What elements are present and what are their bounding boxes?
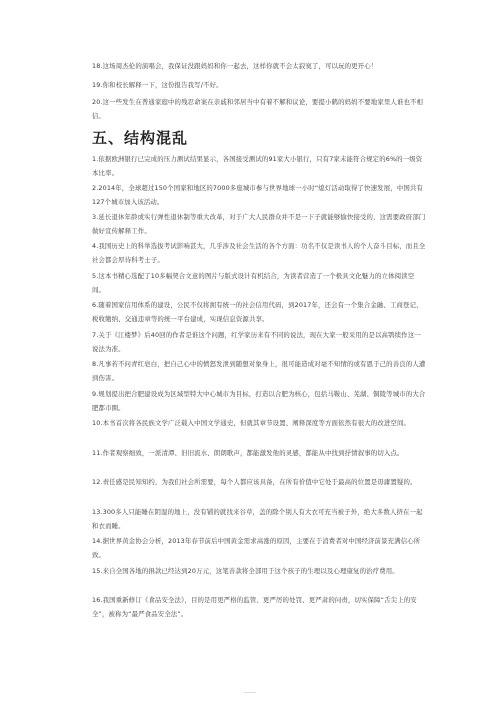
- sentence-b8: 8.凡事若不问青红皂白，把自己心中的愤怒发泄到随想对象身上，很可能造成对毫不知情的或有恩于己的善良的人遭到伤害。: [92, 360, 426, 382]
- sentence-b9: 9.规划提出把合肥建设成为区域型特大中心城市为目标，打造以合肥为核心，包括马鞍山、芜湖、铜陵等城市的大合肥都市圈。: [92, 390, 426, 412]
- page-footer-mark: [244, 692, 256, 693]
- sentence-b7: 7.关于《江楼梦》后40回的作者是谁这个问题，红学家历来有不同的说法，现在大家一般采用的是以高鹗续作这一说法为准。: [92, 331, 421, 353]
- sentence-b16: 16.我国重新修订《食品安全法》，目的是用更严格的监管、更严厉的处罚、更严肃的问责，切实保障“舌尖上的安全”，被称为“最严食品安全法”。: [92, 596, 417, 618]
- sentence-20: 20.这一些发生在普通家庭中的残忍命案在亲戚和邻居当中有着不解和议论，要提小鹤的妈妈不要地家里人谁也不相信。: [92, 98, 424, 120]
- sentence-b6: 6.随着国家信用体系的建设，公民不仅将拥有统一的社会信用代码，到2017年，还会有一个集合金融、工商登记、税收缴纳、交通违章等的统一平台建成，实现信息资源共享。: [92, 301, 423, 323]
- sentence-b5: 5.这本书精心选配了10多幅契合文意的图片与版式设计有机结合，为读者营造了一个极具文化魅力的立体阅读空间。: [92, 272, 415, 294]
- sentence-b1: 1.依据欧洲银行已完成的压力测试结果显示，各国接受测试的91家大小银行，只有7家未能符合规定的6%的一级资本比率。: [92, 155, 423, 177]
- sentence-b12: 12.责任感是民知知约，为我们社会所需要，每个人都应该具备，在所有价值中它处于最高的位置是毋庸置疑的。: [92, 478, 417, 486]
- sentence-b3: 3.延长退休年龄或实行弹性退休制等重大改革，对于广大人民群众并不是一下子就能够愉快接受的，这需要政府部门做好宣传解释工作。: [92, 213, 426, 235]
- section-heading: 五、结构混乱: [92, 129, 189, 147]
- sentence-18: 18.这场周杰伦的演唱会，我保证没跟妈妈和你一起去，这样你就不会太寂寞了，可以玩的更开心！: [92, 62, 378, 70]
- sentence-b10: 10.本书首次将各民族文学广泛载入中国文学通史，但就其章节设置、阐释深度等方面依然有很大的改进空间。: [92, 419, 411, 427]
- sentence-b4: 4.我国历史上的科举选拔考试影响甚大，几乎涉及社会生活的各个方面：功名不仅是读书人的个人奋斗目标，而且全社会都会厚待科考士子。: [92, 242, 426, 264]
- sentence-b14: 14.据世界黄金协会分析，2013年春节前后中国黄金需求高涨的原因，主要在于消费者对中国经济前景充满信心所致。: [92, 537, 421, 559]
- sentence-19: 19.你和校长解释一下，这份报告我写/不好。: [92, 81, 223, 89]
- sentence-b15: 15.来自全国各地的捐款已经达到20万元，这笔善款将全部用于这个孩子的生理以及心理康复的治疗费用。: [92, 567, 399, 575]
- sentence-b13: 13.300多人只能睡在阴湿的地上，没有铺的就找来谷草，盖的除个别人有大衣可充当被子外，绝大多数人挤在一起和衣而睡。: [92, 508, 423, 530]
- sentence-b2: 2.2014年，全球超过150个国家和地区的7000多座城市参与世界地球一小时“熄灯活动取得了快速发展，中国共有127个城市加入该活动。: [92, 184, 423, 206]
- sentence-b11: 11.作者观察细致，一派清潭、旧旧流水、朗朗歌声，都能激发他的灵感，都能从中找到抒情叙事的切入点。: [92, 449, 404, 457]
